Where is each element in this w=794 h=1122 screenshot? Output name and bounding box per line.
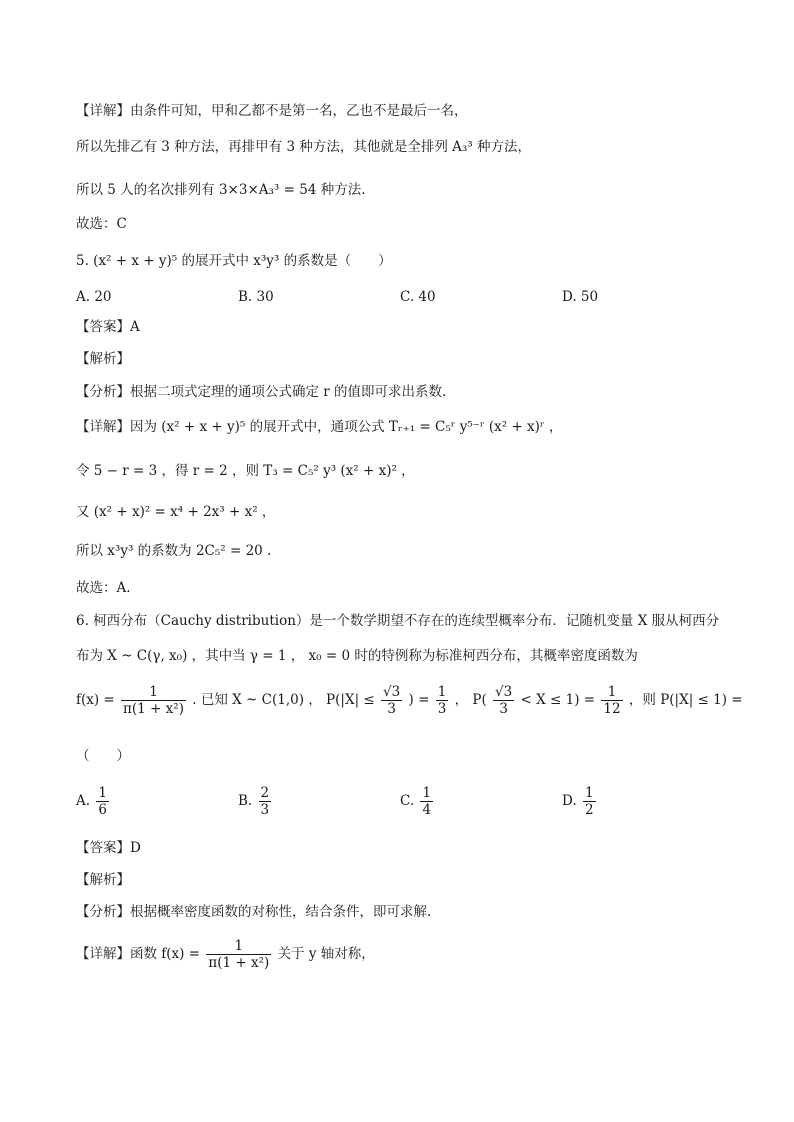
q6-analysis: 【分析】根据概率密度函数的对称性，结合条件，即可求解.	[76, 904, 432, 920]
q5-option-d: D. 50	[562, 289, 599, 305]
fraction: $\frac{1}{\text{π(1 + x²)}}$	[208, 938, 270, 971]
formula-text: 关于 y 轴对称，	[277, 946, 375, 962]
formula-text: ) =	[408, 692, 430, 708]
question-6-paren: （ ）	[76, 748, 130, 764]
q6-answer: 【答案】D	[76, 840, 141, 856]
question-6-formula-line	[76, 684, 743, 717]
formula-text: ，则 P(|X| ≤ 1) =	[628, 692, 743, 708]
solution-detail-line-3: 所以 5 人的名次排列有 3×3×A₃³ = 54 种方法.	[76, 182, 366, 198]
fraction: $\frac{1}{\text{π(1 + x²)}}$	[123, 684, 184, 717]
question-6-stem-1: 6. 柯西分布（Cauchy distribution）是一个数学期望不存在的连续型概率分布．记随机变量 X 服从柯西分	[76, 613, 720, 629]
question-5-stem: 5. (x² + x + y)⁵ 的展开式中 x³y³ 的系数是（ ）	[76, 253, 392, 269]
solution-detail-line-2: 所以先排乙有 3 种方法，再排甲有 3 种方法，其他就是全排列 A₃³ 种方法，	[76, 139, 531, 155]
fraction: $\frac{2}{3}$	[260, 785, 270, 818]
fraction: $\frac{1}{2}$	[584, 785, 594, 818]
q5-option-a: A. 20	[76, 289, 112, 305]
q5-answer: 【答案】A	[76, 319, 140, 335]
q5-detail-3: 又 (x² + x)² = x⁴ + 2x³ + x² ，	[76, 504, 276, 520]
q5-option-c: C. 40	[400, 289, 436, 305]
question-6-stem-2: 布为 X ~ C(γ, x₀) ，其中当 γ = 1 ， x₀ = 0 时的特例称为标准柯西分布，其概率密度函数为	[76, 648, 638, 664]
fraction: $\frac{1}{4}$	[422, 785, 432, 818]
q6-option-d: D. $\frac{1}{2}$	[562, 785, 594, 818]
fraction: $\frac{√3}{3}$	[383, 684, 401, 717]
q5-detail-1: 【详解】因为 (x² + x + y)⁵ 的展开式中，通项公式 Tᵣ₊₁ = C₅ʳ y⁵⁻ʳ (x² + x)ʳ ，	[76, 419, 563, 435]
q5-detail-5: 故选：A.	[76, 580, 131, 596]
formula-text: f(x) =	[76, 692, 115, 708]
fraction: $\frac{1}{6}$	[98, 785, 107, 818]
q6-detail-1	[76, 938, 375, 971]
q5-analysis-heading: 【解析】	[76, 351, 130, 367]
fraction: $\frac{1}{3}$	[437, 684, 447, 717]
formula-text: 【详解】函数 f(x) =	[76, 946, 201, 962]
q6-option-c: C. $\frac{1}{4}$	[400, 785, 432, 818]
q6-option-b: B. $\frac{2}{3}$	[238, 785, 270, 818]
fraction: $\frac{√3}{3}$	[495, 684, 513, 717]
fraction: $\frac{1}{12}$	[603, 684, 621, 717]
formula-text: < X ≤ 1) =	[520, 692, 596, 708]
q5-detail-2: 令 5 − r = 3 ，得 r = 2 ，则 T₃ = C₅² y³ (x² + x)² ，	[76, 463, 415, 479]
q5-option-b: B. 30	[238, 289, 274, 305]
q5-detail-4: 所以 x³y³ 的系数为 2C₅² = 20 .	[76, 543, 272, 559]
solution-detail-line-1: 【详解】由条件可知，甲和乙都不是第一名，乙也不是最后一名，	[76, 103, 468, 119]
formula-text: . 已知 X ~ C(1,0) ， P(|X| ≤	[192, 692, 375, 708]
q6-option-a: A. $\frac{1}{6}$	[76, 785, 107, 818]
q5-analysis: 【分析】根据二项式定理的通项公式确定 r 的值即可求出系数.	[76, 384, 447, 400]
answer-choice-line: 故选：C	[76, 216, 127, 232]
q6-analysis-heading: 【解析】	[76, 872, 130, 888]
formula-text: ， P(	[454, 692, 487, 708]
